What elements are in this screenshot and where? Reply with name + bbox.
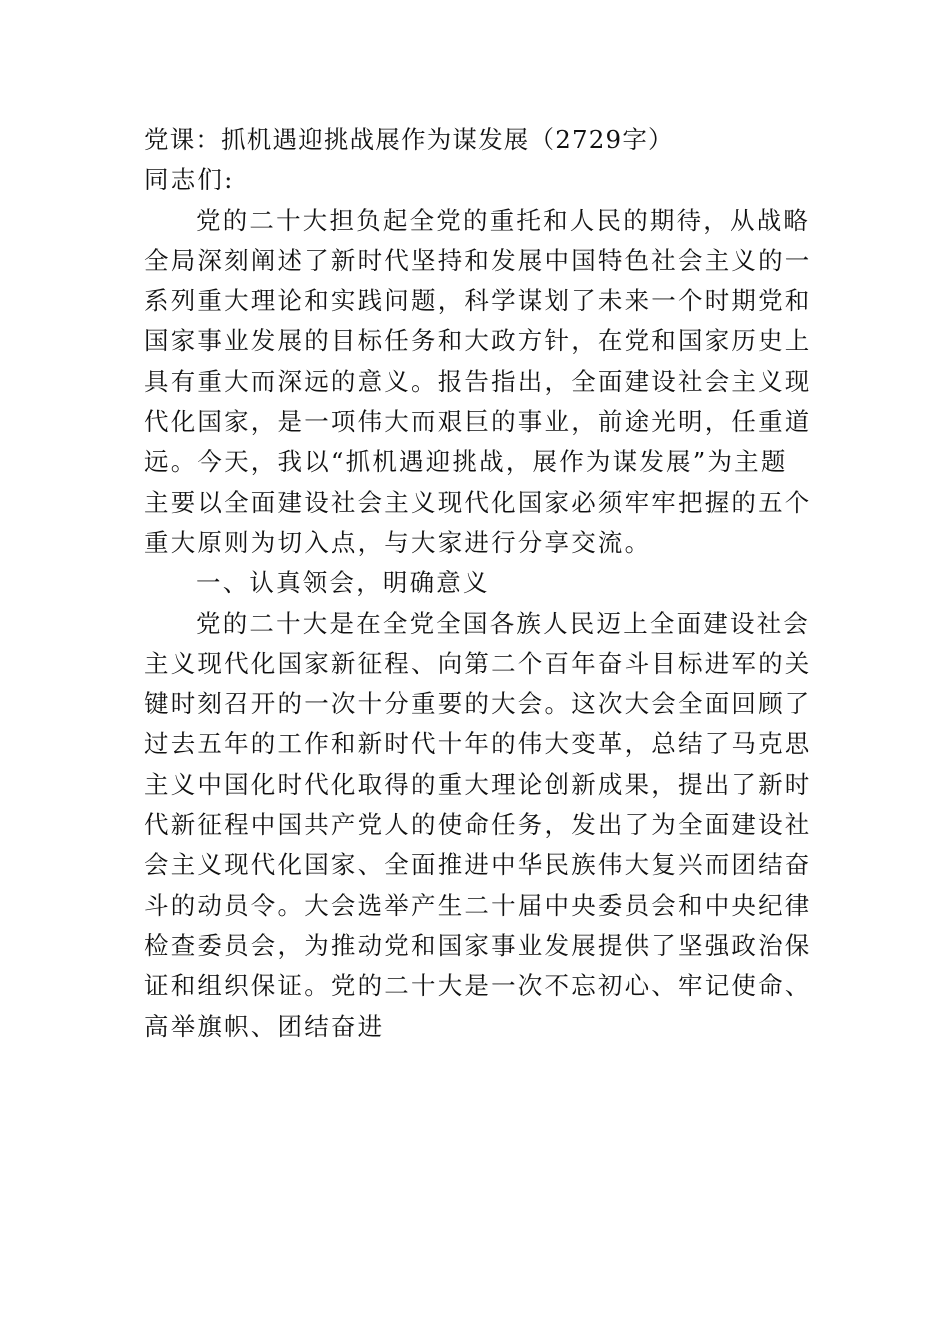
text-line: 远。今天，我以“抓机遇迎挑战，展作为谋发展”为主题 <box>144 447 788 477</box>
text-line: 全局深刻阐述了新时代坚持和发展中国特色社会主义的一 <box>144 245 812 275</box>
text-line: 代化国家，是一项伟大而艰巨的事业，前途光明，任重道 <box>144 407 812 437</box>
text-line: 键时刻召开的一次十分重要的大会。这次大会全面回顾了 <box>144 689 812 719</box>
text-line: 检查委员会，为推动党和国家事业发展提供了坚强政治保 <box>144 930 812 960</box>
text-line: 高举旗帜、团结奋进 <box>144 1011 385 1041</box>
text-line: 主义中国化时代化取得的重大理论创新成果，提出了新时 <box>144 769 812 799</box>
salutation: 同志们: <box>144 165 235 195</box>
text-line: 斗的动员令。大会选举产生二十届中央委员会和中央纪律 <box>144 890 812 920</box>
text-line: 国家事业发展的目标任务和大政方针，在党和国家历史上 <box>144 326 812 356</box>
document-body <box>144 120 812 1047</box>
text-line: 系列重大理论和实践问题，科学谋划了未来一个时期党和 <box>144 286 812 316</box>
text-line: 会主义现代化国家、全面推进中华民族伟大复兴而团结奋 <box>144 850 812 880</box>
text-line: 党的二十大担负起全党的重托和人民的期待，从战略 <box>196 205 811 235</box>
text-line: 证和组织保证。党的二十大是一次不忘初心、牢记使命、 <box>144 971 812 1001</box>
text-line: 具有重大而深远的意义。报告指出，全面建设社会主义现 <box>144 366 812 396</box>
text-line: 党的二十大是在全党全国各族人民迈上全面建设社会 <box>196 608 811 638</box>
text-line: 重大原则为切入点，与大家进行分享交流。 <box>144 527 652 557</box>
text-line: 过去五年的工作和新时代十年的伟大变革，总结了马克思 <box>144 729 812 759</box>
document-title: 党课：抓机遇迎挑战展作为谋发展（2729字） <box>144 125 674 154</box>
paragraph-lines <box>144 201 812 1047</box>
text-line: 代新征程中国共产党人的使命任务，发出了为全面建设社 <box>144 810 812 840</box>
text-line: 主义现代化国家新征程、向第二个百年奋斗目标进军的关 <box>144 648 812 678</box>
section-heading: 一、认真领会，明确意义 <box>196 568 490 598</box>
text-line: 主要以全面建设社会主义现代化国家必须牢牢把握的五个 <box>144 487 812 517</box>
